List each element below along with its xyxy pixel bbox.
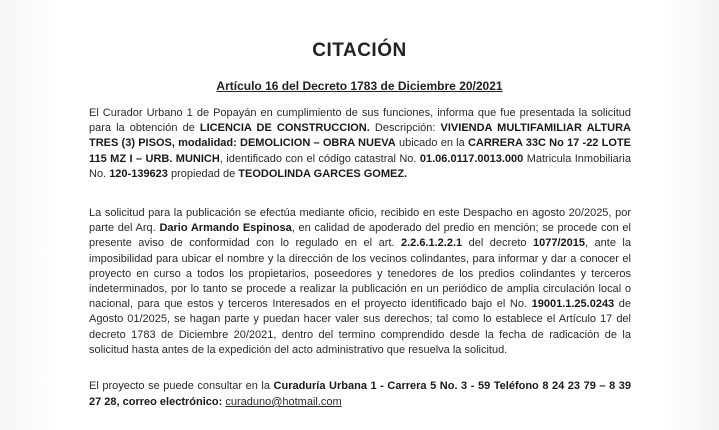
text-span: de Agosto 01/2025, se hagan parte y puedan hacer valer sus derechos; tal como lo establece el Artículo 17 del decreto 1783 de Diciembre 20/2021, dentro del termino comprendido desde la fecha de radicación de la solicitud hasta antes de la expedición del acto administrativo que resuelva la solicitud. <box>89 298 631 356</box>
project-id: 19001.1.25.0243 <box>531 298 615 311</box>
text-span: El proyecto se puede consultar en la <box>89 380 274 392</box>
paragraph-publication <box>89 206 631 358</box>
text-span: ubicado en la <box>395 137 468 150</box>
owner-name: TEODOLINDA GARCES GOMEZ. <box>238 167 408 180</box>
text-span: La solicitud para la publicación se efectúa mediante oficio, recibido en este Despacho en agosto 20/2025, por parte del Arq. <box>89 207 631 235</box>
text-span: Descripción: <box>369 122 441 135</box>
document-title: CITACIÓN <box>312 40 407 61</box>
paragraph-contact <box>89 378 631 410</box>
registry-number: 120-139623 <box>109 167 168 180</box>
text-span: , en calidad de apoderado del predio en mención; se procede con el presente aviso de conformidad con lo regulado en el art. <box>89 222 631 250</box>
office-contact: Curaduría Urbana 1 - Carrera 5 No. 3 - 59 Teléfono 8 24 23 79 – 8 39 27 28, correo electrónico: <box>89 380 631 408</box>
decree-number: 1077/2015 <box>532 237 585 250</box>
text-span: del decreto <box>462 237 533 250</box>
cadastral-code: 01.06.0117.0013.000 <box>419 152 524 165</box>
text-span: Matricula Inmobiliaria No. <box>89 152 631 180</box>
email-link[interactable]: curaduno@hotmail.com <box>225 396 342 408</box>
license-type: LICENCIA DE CONSTRUCCION. <box>199 122 370 135</box>
project-description: VIVIENDA MULTIFAMILIAR ALTURA TRES (3) PISOS, modalidad: DEMOLICION – OBRA NUEVA <box>89 122 631 150</box>
document-subtitle: Artículo 16 del Decreto 1783 de Diciembre 20/2021 <box>216 79 503 93</box>
architect-name: Dario Armando Espinosa <box>159 222 292 235</box>
text-span: El Curador Urbano 1 de Popayán en cumplimiento de sus funciones, informa que fue presentada la solicitud para la obtención de <box>89 107 631 135</box>
text-span: , ante la imposibilidad para ubicar el nombre y la dirección de los vecinos colindantes, para informar y dar a conocer el proyecto en curso a todos los propietarios, poseedores y tenedores de los predios colindantes y terceros indeterminados, por lo tanto se procede a realizar la publicación en un periódico de amplia circulación local o nacional, para que estos y terceros Interesados en el proyecto identificado bajo el No. <box>89 237 631 311</box>
text-span: propiedad de <box>167 167 239 180</box>
text-span: , identificado con el código catastral No. <box>219 152 420 165</box>
article-number: 2.2.6.1.2.2.1 <box>400 237 463 250</box>
property-address: CARRERA 33C No 17 -22 LOTE 115 MZ I – URB. MUNICH <box>89 137 631 165</box>
paragraph-request <box>89 106 631 182</box>
